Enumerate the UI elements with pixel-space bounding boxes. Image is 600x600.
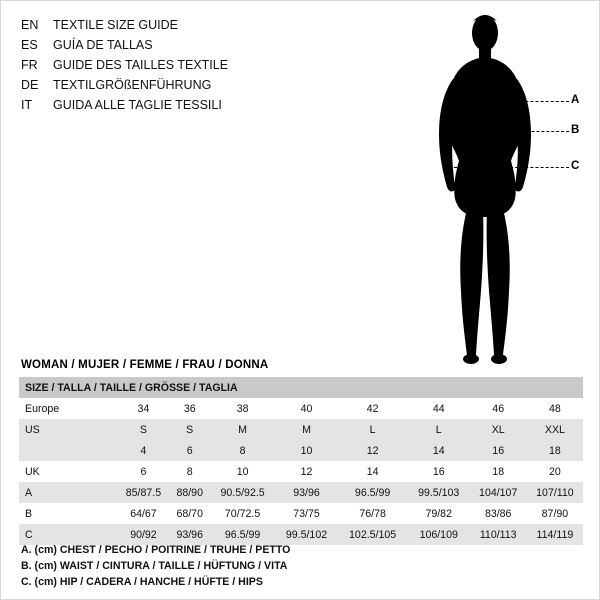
cell: 107/110 [527, 482, 583, 503]
row-label: A [19, 482, 117, 503]
cell: 38 [210, 398, 276, 419]
size-table [19, 377, 583, 545]
table-row [19, 461, 583, 482]
cell: 36 [170, 398, 210, 419]
measure-label-a: A [571, 94, 580, 106]
cell: 40 [276, 398, 338, 419]
female-body-silhouette-icon [381, 9, 591, 374]
language-row [21, 15, 351, 35]
cell: 79/82 [408, 503, 470, 524]
cell: 114/119 [527, 524, 583, 545]
row-label [19, 440, 117, 461]
table-header-row [19, 377, 583, 398]
cell: S [117, 419, 170, 440]
row-label: B [19, 503, 117, 524]
size-table-wrap [19, 377, 583, 545]
language-row [21, 35, 351, 55]
measure-line-chest [449, 101, 569, 102]
cell: 10 [276, 440, 338, 461]
table-row [19, 503, 583, 524]
note-waist: B. (cm) WAIST / CINTURA / TAILLE / HÜFTUNG / VITA [21, 560, 288, 572]
cell: 73/75 [276, 503, 338, 524]
cell: 6 [117, 461, 170, 482]
cell: XL [470, 419, 527, 440]
cell: 10 [210, 461, 276, 482]
note-hip: C. (cm) HIP / CADERA / HANCHE / HÜFTE / HIPS [21, 576, 263, 588]
cell: M [276, 419, 338, 440]
cell: 83/86 [470, 503, 527, 524]
cell: 76/78 [337, 503, 408, 524]
cell: 87/90 [527, 503, 583, 524]
cell: 90.5/92.5 [210, 482, 276, 503]
cell: 68/70 [170, 503, 210, 524]
language-title-block [21, 15, 351, 115]
cell: 18 [527, 440, 583, 461]
cell: 106/109 [408, 524, 470, 545]
cell: 96.5/99 [210, 524, 276, 545]
language-code: ES [21, 38, 38, 52]
cell: 12 [337, 440, 408, 461]
cell: 6 [170, 440, 210, 461]
measure-label-b: B [571, 124, 580, 136]
cell: XXL [527, 419, 583, 440]
measure-line-hip [449, 167, 569, 168]
language-title: GUÍA DE TALLAS [53, 38, 153, 52]
language-title: GUIDA ALLE TAGLIE TESSILI [53, 98, 222, 112]
table-row [19, 482, 583, 503]
language-code: EN [21, 18, 39, 32]
language-title: TEXTILE SIZE GUIDE [53, 18, 179, 32]
body-figure-area [381, 9, 591, 374]
cell: 14 [337, 461, 408, 482]
cell: 104/107 [470, 482, 527, 503]
table-header-label: SIZE / TALLA / TAILLE / GRÖSSE / TAGLIA [19, 377, 583, 398]
language-row [21, 95, 351, 115]
cell: 12 [276, 461, 338, 482]
cell: L [408, 419, 470, 440]
cell: 42 [337, 398, 408, 419]
row-label: UK [19, 461, 117, 482]
note-chest: A. (cm) CHEST / PECHO / POITRINE / TRUHE / PETTO [21, 544, 291, 556]
language-title: TEXTILGRÖßENFÜHRUNG [53, 78, 212, 92]
cell: 44 [408, 398, 470, 419]
language-row [21, 55, 351, 75]
measure-line-waist [453, 131, 569, 132]
language-code: IT [21, 98, 33, 112]
cell: 93/96 [276, 482, 338, 503]
section-title: WOMAN / MUJER / FEMME / FRAU / DONNA [21, 359, 269, 371]
cell: 8 [210, 440, 276, 461]
cell: 18 [470, 461, 527, 482]
cell: 46 [470, 398, 527, 419]
cell: 8 [170, 461, 210, 482]
table-row [19, 398, 583, 419]
measurement-notes [21, 542, 421, 590]
cell: 64/67 [117, 503, 170, 524]
table-row [19, 419, 583, 440]
language-row [21, 75, 351, 95]
cell: 99.5/103 [408, 482, 470, 503]
cell: 16 [408, 461, 470, 482]
cell: L [337, 419, 408, 440]
cell: 99.5/102 [276, 524, 338, 545]
cell: 34 [117, 398, 170, 419]
cell: 70/72.5 [210, 503, 276, 524]
cell: S [170, 419, 210, 440]
row-label: C [19, 524, 117, 545]
cell: 93/96 [170, 524, 210, 545]
language-title: GUIDE DES TAILLES TEXTILE [53, 58, 229, 72]
cell: 85/87.5 [117, 482, 170, 503]
cell: 16 [470, 440, 527, 461]
cell: 20 [527, 461, 583, 482]
table-row [19, 440, 583, 461]
cell: 90/92 [117, 524, 170, 545]
cell: 48 [527, 398, 583, 419]
cell: 4 [117, 440, 170, 461]
measure-label-c: C [571, 160, 580, 172]
cell: 14 [408, 440, 470, 461]
cell: M [210, 419, 276, 440]
cell: 102.5/105 [337, 524, 408, 545]
cell: 88/90 [170, 482, 210, 503]
row-label: US [19, 419, 117, 440]
row-label: Europe [19, 398, 117, 419]
cell: 96.5/99 [337, 482, 408, 503]
language-code: FR [21, 58, 38, 72]
cell: 110/113 [470, 524, 527, 545]
language-code: DE [21, 78, 39, 92]
